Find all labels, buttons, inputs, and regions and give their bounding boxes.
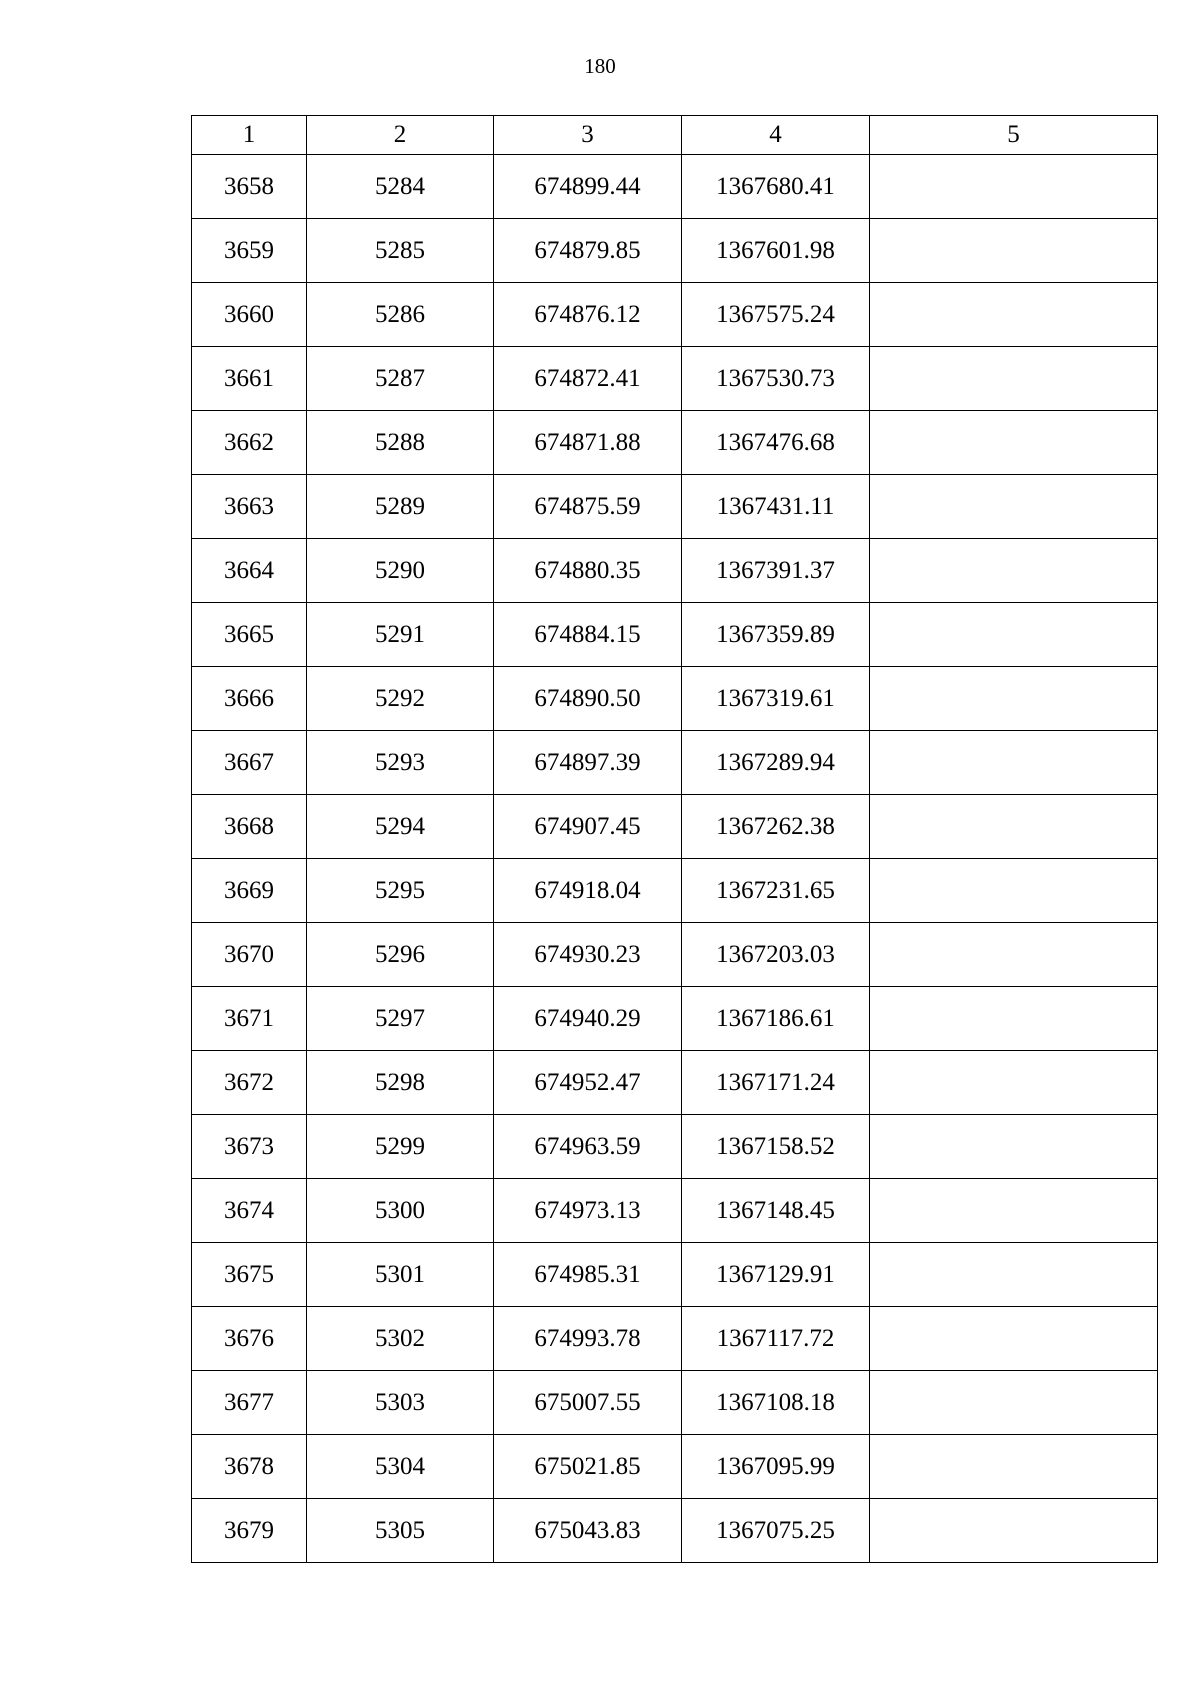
table-cell: 674884.15	[494, 603, 682, 667]
column-header: 1	[192, 116, 307, 155]
table-row	[192, 987, 1158, 1051]
table-cell: 3678	[192, 1435, 307, 1499]
table-cell: 5288	[307, 411, 494, 475]
table-cell: 3666	[192, 667, 307, 731]
table-cell: 3660	[192, 283, 307, 347]
table-cell: 5295	[307, 859, 494, 923]
table-cell	[870, 1179, 1158, 1243]
table-row	[192, 1179, 1158, 1243]
table-cell: 674940.29	[494, 987, 682, 1051]
table-cell	[870, 1051, 1158, 1115]
table-row	[192, 859, 1158, 923]
table-row	[192, 283, 1158, 347]
table-cell	[870, 859, 1158, 923]
table-cell: 5303	[307, 1371, 494, 1435]
table-row	[192, 731, 1158, 795]
table-cell: 674973.13	[494, 1179, 682, 1243]
table-cell	[870, 1435, 1158, 1499]
table-cell: 3664	[192, 539, 307, 603]
table-cell: 3679	[192, 1499, 307, 1563]
table-cell: 5293	[307, 731, 494, 795]
table-cell: 3659	[192, 219, 307, 283]
table-cell: 674880.35	[494, 539, 682, 603]
table-cell: 675043.83	[494, 1499, 682, 1563]
table-cell: 3661	[192, 347, 307, 411]
table-row	[192, 347, 1158, 411]
table-cell: 674872.41	[494, 347, 682, 411]
table-cell: 5290	[307, 539, 494, 603]
table-cell: 3672	[192, 1051, 307, 1115]
table-row	[192, 923, 1158, 987]
column-header: 4	[682, 116, 870, 155]
table-cell: 5294	[307, 795, 494, 859]
table-cell: 1367391.37	[682, 539, 870, 603]
table-cell: 675007.55	[494, 1371, 682, 1435]
table-cell: 1367530.73	[682, 347, 870, 411]
table-cell: 674963.59	[494, 1115, 682, 1179]
table-cell: 674930.23	[494, 923, 682, 987]
table-cell: 3663	[192, 475, 307, 539]
table-cell	[870, 347, 1158, 411]
table-cell	[870, 411, 1158, 475]
table-row	[192, 411, 1158, 475]
coordinates-table	[191, 115, 1158, 1563]
table-cell: 5284	[307, 155, 494, 219]
table-row	[192, 1307, 1158, 1371]
table-cell: 1367203.03	[682, 923, 870, 987]
table-cell: 674993.78	[494, 1307, 682, 1371]
table-row	[192, 1115, 1158, 1179]
table-cell: 5291	[307, 603, 494, 667]
table-cell: 3675	[192, 1243, 307, 1307]
table-cell	[870, 795, 1158, 859]
table-cell: 674875.59	[494, 475, 682, 539]
table-cell: 3662	[192, 411, 307, 475]
table-cell: 3670	[192, 923, 307, 987]
table-cell: 674907.45	[494, 795, 682, 859]
column-header: 3	[494, 116, 682, 155]
table-cell: 1367575.24	[682, 283, 870, 347]
table-cell: 5297	[307, 987, 494, 1051]
table-cell: 674890.50	[494, 667, 682, 731]
table-cell: 5287	[307, 347, 494, 411]
table-cell: 3667	[192, 731, 307, 795]
table-cell: 1367095.99	[682, 1435, 870, 1499]
table-cell	[870, 219, 1158, 283]
table-row	[192, 1499, 1158, 1563]
table-cell: 1367075.25	[682, 1499, 870, 1563]
table-cell: 3669	[192, 859, 307, 923]
table-cell: 1367359.89	[682, 603, 870, 667]
table-row	[192, 475, 1158, 539]
table-row	[192, 1243, 1158, 1307]
table-cell: 1367129.91	[682, 1243, 870, 1307]
page-number: 180	[584, 54, 616, 78]
table-cell: 3668	[192, 795, 307, 859]
table-cell: 3677	[192, 1371, 307, 1435]
table-cell: 5292	[307, 667, 494, 731]
table-row	[192, 795, 1158, 859]
table-cell: 674899.44	[494, 155, 682, 219]
table-cell	[870, 987, 1158, 1051]
table-cell: 3671	[192, 987, 307, 1051]
table-cell: 5289	[307, 475, 494, 539]
table-row	[192, 539, 1158, 603]
table-cell: 3658	[192, 155, 307, 219]
table-cell: 5286	[307, 283, 494, 347]
table-cell	[870, 923, 1158, 987]
table-cell	[870, 1499, 1158, 1563]
table-cell: 674985.31	[494, 1243, 682, 1307]
table-cell: 5301	[307, 1243, 494, 1307]
table-cell: 1367262.38	[682, 795, 870, 859]
table-cell: 1367231.65	[682, 859, 870, 923]
table-cell: 5298	[307, 1051, 494, 1115]
table-cell	[870, 539, 1158, 603]
header-row	[192, 116, 1158, 155]
table-cell: 1367171.24	[682, 1051, 870, 1115]
table-cell: 1367148.45	[682, 1179, 870, 1243]
table-cell	[870, 1243, 1158, 1307]
table-cell: 1367117.72	[682, 1307, 870, 1371]
table-row	[192, 667, 1158, 731]
table-cell: 674897.39	[494, 731, 682, 795]
table-cell	[870, 1371, 1158, 1435]
table-cell: 1367289.94	[682, 731, 870, 795]
table-cell: 675021.85	[494, 1435, 682, 1499]
table-cell	[870, 731, 1158, 795]
table-row	[192, 603, 1158, 667]
table-body	[192, 155, 1158, 1563]
table-cell: 674879.85	[494, 219, 682, 283]
table-row	[192, 1371, 1158, 1435]
table-cell: 1367431.11	[682, 475, 870, 539]
table-row	[192, 155, 1158, 219]
table-cell: 1367601.98	[682, 219, 870, 283]
table-cell: 674871.88	[494, 411, 682, 475]
table-cell: 674952.47	[494, 1051, 682, 1115]
column-header: 5	[870, 116, 1158, 155]
table-cell: 3665	[192, 603, 307, 667]
table-cell: 1367680.41	[682, 155, 870, 219]
table-header	[192, 116, 1158, 155]
table-row	[192, 1435, 1158, 1499]
table-cell: 5296	[307, 923, 494, 987]
column-header: 2	[307, 116, 494, 155]
table-cell	[870, 475, 1158, 539]
table-cell: 3674	[192, 1179, 307, 1243]
table-cell: 5305	[307, 1499, 494, 1563]
table-cell: 1367476.68	[682, 411, 870, 475]
table-cell	[870, 155, 1158, 219]
table-cell: 3673	[192, 1115, 307, 1179]
table-cell: 674876.12	[494, 283, 682, 347]
table-cell	[870, 603, 1158, 667]
table-cell: 5304	[307, 1435, 494, 1499]
table-row	[192, 219, 1158, 283]
table-cell	[870, 1115, 1158, 1179]
table-cell: 5300	[307, 1179, 494, 1243]
table-row	[192, 1051, 1158, 1115]
table-cell: 1367186.61	[682, 987, 870, 1051]
table-cell: 1367158.52	[682, 1115, 870, 1179]
table-cell: 5302	[307, 1307, 494, 1371]
table-cell: 5285	[307, 219, 494, 283]
table-cell	[870, 1307, 1158, 1371]
table-cell: 674918.04	[494, 859, 682, 923]
table-cell: 1367319.61	[682, 667, 870, 731]
table-cell: 3676	[192, 1307, 307, 1371]
table-cell	[870, 283, 1158, 347]
table-cell: 5299	[307, 1115, 494, 1179]
table-cell: 1367108.18	[682, 1371, 870, 1435]
table-cell	[870, 667, 1158, 731]
